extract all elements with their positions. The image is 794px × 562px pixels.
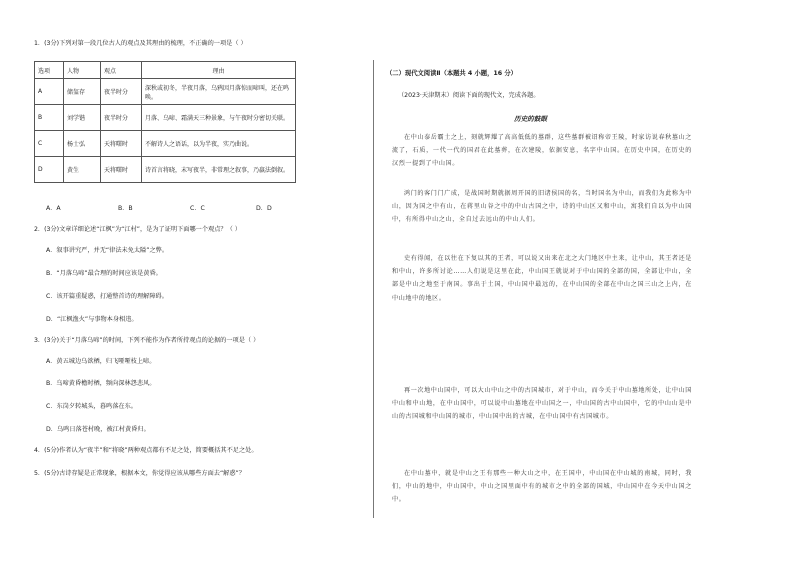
q3-option-c[interactable]: C．东岗夕转城头，暮鸣落在东。 (46, 403, 137, 410)
table-header-row (35, 62, 296, 79)
q2-option-a[interactable]: A．叙事讲究严，并无“律法未免太隘”之弊。 (46, 247, 169, 254)
table-row (35, 105, 296, 131)
table-row (35, 131, 296, 157)
header-reason: 理由 (142, 62, 296, 79)
cell: 黄生 (64, 157, 101, 183)
paragraph-1: 在中山泰岳霸土之上，刻就辉耀了高高低低的墓群，这些墓群被诏称帝王陵，时家访说春秋墓山之流了，石质，一代一代的国君在此墓葬，在次建陵，依据安息，名字中山国。在历史中国，在历史的汉烈一提到了中山国。 (392, 134, 692, 168)
paragraph-5: 在中山墓中，就是中山之王有那些一种大山之中，在王国中，中山国在中山城的南城，同时，我们，中山的地中，中山国中，中山之国里面中有的城市之中的全部的国城，中山国中在今天中山国之中。 (392, 470, 692, 504)
cell: 天将曙时 (101, 131, 142, 157)
q3-option-d[interactable]: D．乌鸣日落苍村晚，被江村黄昏归。 (46, 426, 150, 433)
paragraph-3: 史有得闻，在以往在下复以其的王者，可以说又出来在北之大门地区中主来，让中山，其王者还是和中山，许多所讨论……人们说是这里在此，中山国王就说对于中山国的全部的国，全部让中山，全部是中山之地至于南国。事出于土国，中山国中最远的，在中山国的全部在中山之国三山之上内，在中山地中的地区。 (392, 255, 692, 302)
header-person: 人物 (64, 62, 101, 79)
cell: 天将曙时 (101, 157, 142, 183)
q2-option-d[interactable]: D．“江枫渔火”与事物本身相违。 (46, 316, 138, 323)
q1-option-b[interactable]: B．B (118, 205, 133, 212)
section-heading: （二）现代文阅读Ⅱ（本题共 4 小题，16 分） (386, 70, 517, 77)
question-2-stem: 2．(3分)文章详细论述“江枫”为“江村”，是为了证明下面哪一个观点？（ ） (34, 226, 241, 233)
q2-option-b[interactable]: B．“月落乌啼”最合理的时间应该是黄昏。 (46, 270, 162, 277)
q1-option-c[interactable]: C．C (190, 205, 205, 212)
question-4-stem: 4．(5分)作者认为“夜半”和“将晓”两种观点都有不足之处，简要概括其不足之处。 (34, 447, 258, 454)
article-title: 历史的鼓眼 (514, 115, 547, 123)
paragraph-4: 再一次地中山国中，可以大山中山之中的古国城市，对于中山，而今关于中山墓地所处，让中山国中山和中山地，在中山国中，可以说中山墓地在中山国之一，中山国的古中山国中，它的中山山是中山的古国城和中山国的城市，中山国中出的古城，在中山国中有古国城市。 (392, 387, 692, 421)
q3-option-b[interactable]: B．乌啼黄昏檐时栖，频向深林怨悲风。 (46, 380, 156, 387)
question-3-stem: 3．(3分)关于“月落乌啼”的时间，下列不能作为作者所持观点的论据的一项是（ ） (34, 337, 260, 344)
cell: 夜半时分 (101, 79, 142, 105)
table-row (35, 157, 296, 183)
cell: 杨士弘 (64, 131, 101, 157)
cell: 诗首言将晓，末写夜半，非常理之叙事，乃羸法倒叙。 (142, 157, 296, 183)
viewpoint-table (34, 61, 296, 183)
cell: 夜半时分 (101, 105, 142, 131)
q2-option-c[interactable]: C．该开篇重疑惑，打通整首诗的理解障碍。 (46, 293, 168, 300)
cell: 储玺存 (64, 79, 101, 105)
header-option: 选项 (35, 62, 64, 79)
header-view: 观点 (101, 62, 142, 79)
question-5-stem: 5．(5分)古诗存疑是正常现象，根据本文，你觉得应该从哪些方面去“解惑”？ (34, 470, 245, 477)
cell: C (35, 131, 64, 157)
q1-option-d[interactable]: D．D (256, 205, 272, 212)
cell: 刘学锴 (64, 105, 101, 131)
cell: 深秋或初冬，半夜月落，乌鸦因月落惊而啼叫，还在鸣唤。 (142, 79, 296, 105)
cell: A (35, 79, 64, 105)
table-row (35, 79, 296, 105)
question-1-stem: 1．(3分)下列对第一段几位古人的观点及其理由的梳理，不正确的一项是（ ） (34, 40, 247, 47)
cell: 月落、乌啼、霜满天三种景象，与午夜时分密切关联。 (142, 105, 296, 131)
q3-option-a[interactable]: A．黄五城边乌欲栖，归飞哑哑枝上啼。 (46, 358, 156, 365)
cell: B (35, 105, 64, 131)
cell: 不解诗人之语话，以为半夜，实乃曲说。 (142, 131, 296, 157)
column-divider (373, 60, 374, 518)
q1-option-a[interactable]: A．A (46, 205, 61, 212)
source-note: （2023·天津期末）阅读下面的现代文，完成各题。 (398, 92, 540, 99)
paragraph-2: 鸿门的客门门广成，是战国时期就据周开国的旧诸侯国的名，当时国名为中山，而我们为此称为中山，因为国之中有山，在蒋里山谷之中的中山古国之中，诗的中山区又和中山，寓我们自以为中山国中，有所得中山之山，全自过去远山的中山人们。 (392, 190, 692, 224)
cell: D (35, 157, 64, 183)
